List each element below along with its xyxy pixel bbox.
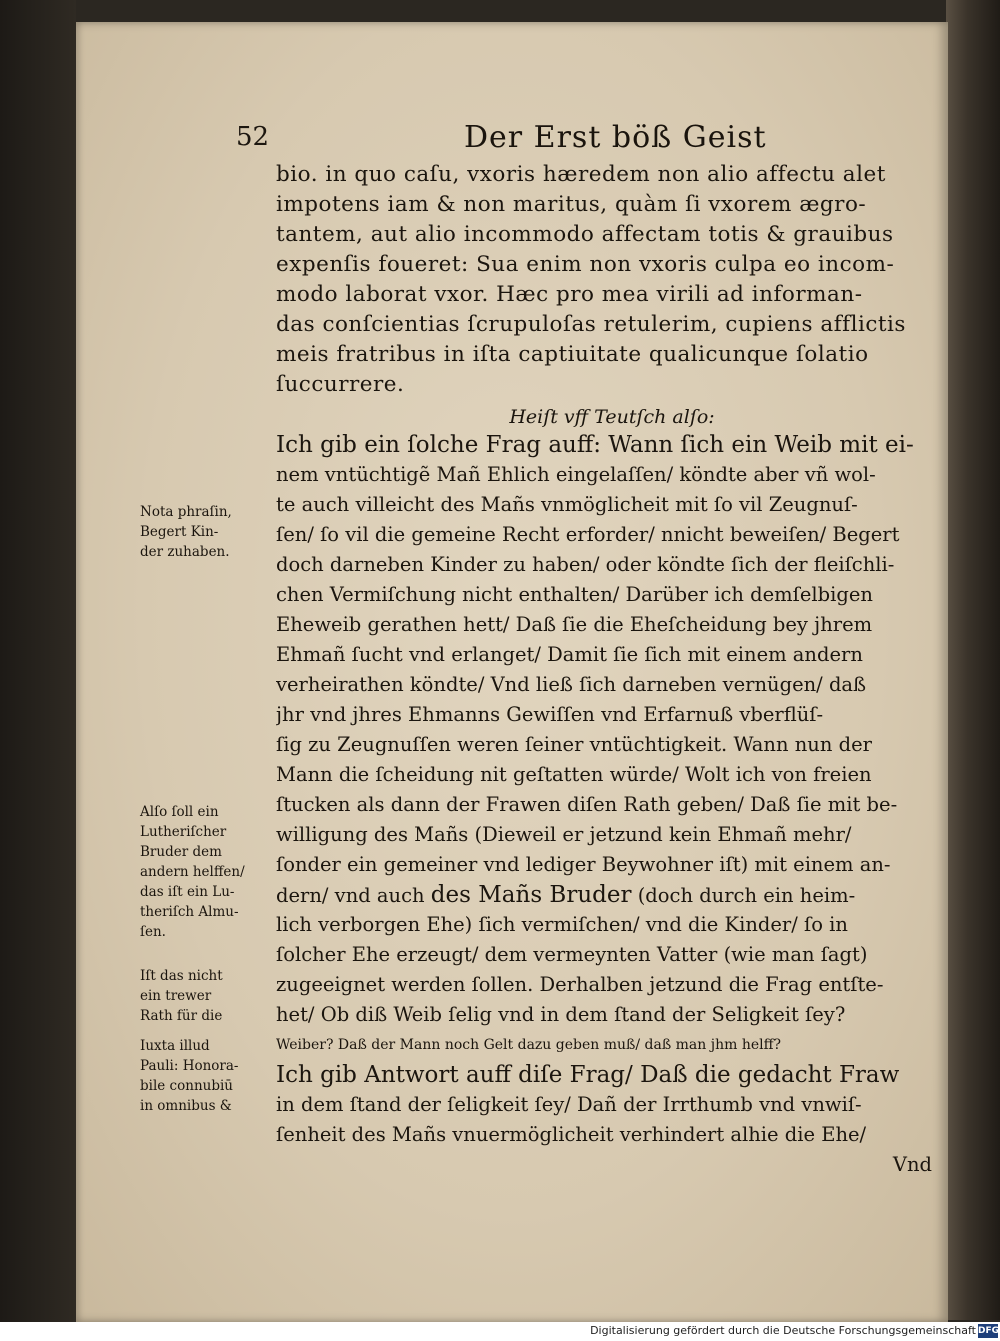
margin-note-line: Begert Kin- — [140, 524, 219, 540]
margin-note-line: Iuxta illud — [140, 1038, 210, 1054]
latin-line: das conſcientias ſcrupuloſas retulerim, cupiens afflictis — [276, 312, 906, 337]
margin-note-line: das iſt ein Lu- — [140, 884, 235, 900]
margin-note-line: andern helffen/ — [140, 864, 245, 880]
margin-note-2 — [140, 802, 270, 942]
german-line: Ehmañ ſucht vnd erlanget/ Damit ſie ſich mit einem andern — [276, 643, 863, 666]
margin-note-line: theriſch Almu- — [140, 904, 239, 920]
margin-note-line: Rath für die — [140, 1008, 223, 1024]
margin-note-line: Alſo ſoll ein — [140, 804, 219, 820]
margin-note-4 — [140, 1036, 270, 1116]
german-line: Eheweib gerathen hett/ Daß ſie die Eheſcheidung bey jhrem — [276, 613, 873, 636]
book-page-edges — [946, 0, 1000, 1320]
margin-note-line: Nota phraſin, — [140, 504, 232, 520]
german-line: het/ Ob diß Weib ſelig vnd in dem ſtand der Seligkeit ſey? — [276, 1003, 846, 1026]
latin-line: modo laborat vxor. Hæc pro mea virili ad informan- — [276, 282, 863, 307]
german-line: ſig zu Zeugnuſſen weren ſeiner vntüchtigkeit. Wann nun der — [276, 733, 872, 756]
latin-line: meis fratribus in iſta captiuitate qualicunque ſolatio — [276, 342, 869, 367]
german-line: jhr vnd jhres Ehmanns Gewiſſen vnd Erfarnuß vberflüſ- — [276, 703, 824, 726]
footer-bar — [0, 1322, 1000, 1341]
catchword: Vnd — [892, 1153, 932, 1176]
german-heading: Heiſt vff Teutſch alſo: — [509, 406, 715, 428]
latin-line: tantem, aut alio incommodo affectam totis & grauibus — [276, 222, 894, 247]
german-line: Ich gib ein ſolche Frag auff: Wann ſich ein Weib mit ei- — [276, 432, 914, 458]
margin-note-line: in omnibus & — [140, 1098, 232, 1114]
page-number: 52 — [236, 122, 270, 152]
small-print-line: Weiber? Daß der Mann noch Gelt dazu geben muß/ daß man jhm helff? — [276, 1037, 782, 1053]
latin-line: expenſis foueret: Sua enim non vxoris culpa eo incom- — [276, 252, 895, 277]
german-line: ſenheit des Mañs vnuermöglicheit verhindert alhie die Ehe/ — [276, 1123, 867, 1146]
margin-note-3 — [140, 966, 270, 1026]
german-line: ſolcher Ehe erzeugt/ dem vermeynten Vatter (wie man ſagt) — [276, 943, 868, 966]
main-text-block — [276, 160, 948, 1180]
german-line: Mann die ſcheidung nit geſtatten würde/ Wolt ich von freien — [276, 763, 872, 786]
margin-note-line: Iſt das nicht — [140, 968, 223, 984]
german-line-bruder — [276, 880, 948, 910]
german-line: lich verborgen Ehe) ſich vermiſchen/ vnd die Kinder/ ſo in — [276, 913, 848, 936]
german-line: in dem ſtand der ſeligkeit ſey/ Dañ der Irrthumb vnd vnwiſ- — [276, 1093, 862, 1116]
german-line: chen Vermiſchung nicht enthalten/ Darüber ich demſelbigen — [276, 583, 873, 606]
german-line: Ich gib Antwort auff diſe Frag/ Daß die gedacht Fraw — [276, 1062, 900, 1088]
margin-note-line: Pauli: Honora- — [140, 1058, 239, 1074]
margin-note-line: der zuhaben. — [140, 544, 230, 560]
german-line: zugeeignet werden ſollen. Derhalben jetzund die Frag entſte- — [276, 973, 884, 996]
latin-line: ſuccurrere. — [276, 372, 405, 397]
latin-line: bio. in quo caſu, vxoris hæredem non alio affectu alet — [276, 162, 886, 187]
german-line: nem vntüchtigẽ Mañ Ehlich eingelaſſen/ köndte aber vñ wol- — [276, 463, 876, 486]
german-line: ſonder ein gemeiner vnd lediger Beywohner iſt) mit einem an- — [276, 853, 891, 876]
german-line: ſtucken als dann der Frawen diſen Rath geben/ Daß ſie mit be- — [276, 793, 898, 816]
margin-note-line: Lutheriſcher — [140, 824, 227, 840]
margin-note-line: Bruder dem — [140, 844, 222, 860]
book-page — [76, 22, 948, 1322]
german-line: ſen/ ſo vil die gemeine Recht erforder/ nnicht beweiſen/ Begert — [276, 523, 900, 546]
german-line: te auch villeicht des Mañs vnmöglicheit mit ſo vil Zeugnuſ- — [276, 493, 858, 516]
german-line: doch darneben Kinder zu haben/ oder köndte ſich der fleiſchli- — [276, 553, 895, 576]
digitization-credit: Digitalisierung gefördert durch die Deutsche Forschungsgemeinschaft — [590, 1324, 976, 1337]
margin-note-line: ſen. — [140, 924, 166, 940]
german-line: verheirathen köndte/ Vnd ließ ſich darneben vernügen/ daß — [276, 673, 867, 696]
page-header — [76, 120, 948, 160]
dfg-logo-icon: DFG — [978, 1326, 1000, 1336]
german-line: willigung des Mañs (Dieweil er jetzund kein Ehmañ mehr/ — [276, 823, 852, 846]
scan-left-background — [0, 0, 76, 1341]
latin-line: impotens iam & non maritus, quàm ſi vxorem ægro- — [276, 192, 867, 217]
german-line-start: dern/ vnd auch — [276, 884, 425, 907]
german-line-end: (doch durch ein heim- — [637, 884, 856, 907]
margin-note-1 — [140, 502, 270, 562]
running-title: Der Erst böß Geist — [464, 120, 767, 155]
margin-note-line: ein trewer — [140, 988, 212, 1004]
margin-note-line: bile connubiū — [140, 1078, 233, 1094]
emphasized-phrase: des Mañs Bruder — [430, 882, 632, 908]
